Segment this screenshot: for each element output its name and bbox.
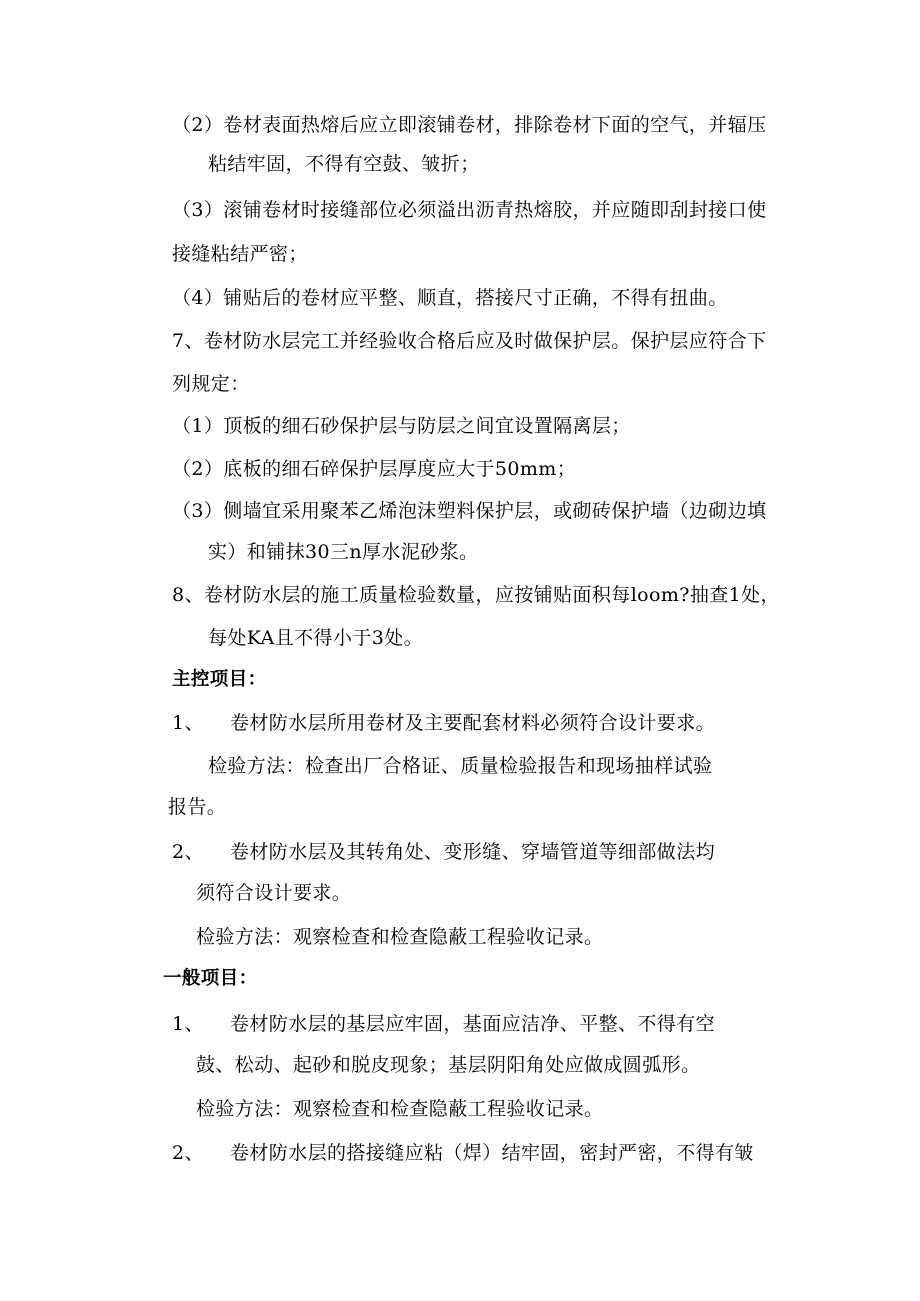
main-item-2-text-line-2: 须符合设计要求。: [196, 882, 352, 904]
clause-7-3-line-1: （3）侧墙宜采用聚苯乙烯泡沫塑料保护层，或砌砖保护墙（边砌边填: [172, 500, 767, 522]
main-item-1-method-line-2: 报告。: [168, 796, 227, 818]
main-item-1-text: 卷材防水层所用卷材及主要配套材料必须符合设计要求。: [230, 712, 716, 734]
general-item-1-method: 检验方法：观察检查和检查隐蔽工程验收记录。: [196, 1098, 604, 1120]
general-item-1-text-line-1: 卷材防水层的基层应牢固，基面应洁净、平整、不得有空: [230, 1013, 716, 1035]
clause-7-3-line-2: 实）和铺抹30三n厚水泥砂浆。: [208, 541, 479, 563]
clause-7-2: （2）底板的细石碎保护层厚度应大于50mm；: [172, 458, 577, 480]
clause-8-line-1: 8、卷材防水层的施工质量检验数量，应按铺贴面积每loom?抽查1处，: [172, 584, 780, 606]
clause-6-4: （4）铺贴后的卷材应平整、顺直，搭接尺寸正确，不得有扭曲。: [172, 287, 728, 309]
main-item-2-number: 2、: [172, 841, 204, 863]
clause-7-line-2: 列规定：: [172, 373, 250, 395]
general-item-1: [172, 1012, 715, 1036]
general-item-1-number: 1、: [172, 1013, 204, 1035]
clause-7-1: （1）顶板的细石砂保护层与防层之间宜设置隔离层；: [172, 415, 631, 437]
general-items-heading: 一般项目：: [163, 968, 258, 989]
general-item-2-text: 卷材防水层的搭接缝应粘（焊）结牢固，密封严密，不得有皱: [230, 1142, 754, 1164]
main-item-2-text-line-1: 卷材防水层及其转角处、变形缝、穿墙管道等细部做法均: [230, 841, 716, 863]
main-item-1: [172, 711, 715, 735]
clause-6-3-line-2: 接缝粘结严密；: [172, 243, 308, 265]
general-item-2: [172, 1141, 754, 1165]
main-item-1-number: 1、: [172, 712, 204, 734]
main-item-1-method-line-1: 检验方法：检查出厂合格证、质量检验报告和现场抽样试验: [208, 755, 713, 777]
general-item-2-number: 2、: [172, 1142, 204, 1164]
clause-8-line-2: 每处KA且不得小于3处。: [208, 627, 424, 649]
clause-7-line-1: 7、卷材防水层完工并经验收合格后应及时做保护层。保护层应符合下: [172, 330, 767, 352]
main-item-2: [172, 840, 715, 864]
general-item-1-text-line-2: 鼓、松动、起砂和脱皮现象；基层阴阳角处应做成圆弧形。: [196, 1054, 701, 1076]
main-item-2-method: 检验方法：观察检查和检查隐蔽工程验收记录。: [196, 926, 604, 948]
clause-6-2-line-2: 粘结牢固，不得有空鼓、皱折；: [208, 153, 480, 175]
clause-6-3-line-1: （3）滚铺卷材时接缝部位必须溢出沥青热熔胶，并应随即刮封接口使: [172, 199, 767, 221]
clause-6-2-line-1: （2）卷材表面热熔后应立即滚铺卷材，排除卷材下面的空气，并辐压: [172, 114, 767, 136]
main-items-heading: 主控项目：: [172, 669, 267, 690]
